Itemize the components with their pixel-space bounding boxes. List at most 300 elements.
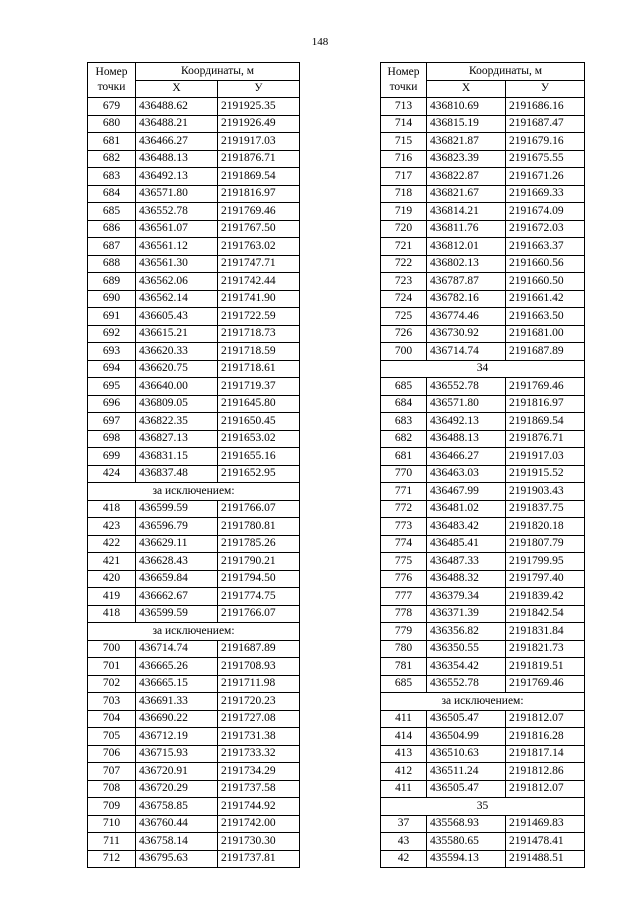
x-coordinate-cell: 436488.21 xyxy=(136,115,218,133)
x-coordinate-cell: 436628.43 xyxy=(136,553,218,571)
x-coordinate-cell: 436356.82 xyxy=(427,623,506,641)
point-number-cell: 777 xyxy=(381,588,427,606)
point-number-cell: 774 xyxy=(381,535,427,553)
point-number-cell: 712 xyxy=(88,850,136,868)
y-coordinate-cell: 2191812.07 xyxy=(506,710,585,728)
y-header: У xyxy=(218,80,300,98)
table-row xyxy=(381,728,585,746)
point-number-cell: 778 xyxy=(381,605,427,623)
point-number-header-line2: точки xyxy=(97,81,126,93)
point-number-cell: 715 xyxy=(381,133,427,151)
x-coordinate-cell: 435580.65 xyxy=(427,833,506,851)
x-coordinate-cell: 436467.99 xyxy=(427,483,506,501)
x-coordinate-cell: 436730.92 xyxy=(427,325,506,343)
y-header: У xyxy=(506,80,585,98)
y-coordinate-cell: 2191799.95 xyxy=(506,553,585,571)
y-coordinate-cell: 2191686.16 xyxy=(506,98,585,116)
y-coordinate-cell: 2191816.97 xyxy=(218,185,300,203)
table-row xyxy=(381,483,585,501)
x-coordinate-cell: 436837.48 xyxy=(136,465,218,483)
table-row xyxy=(381,465,585,483)
point-number-cell: 700 xyxy=(381,343,427,361)
y-coordinate-cell: 2191660.56 xyxy=(506,255,585,273)
x-coordinate-cell: 436714.74 xyxy=(427,343,506,361)
y-coordinate-cell: 2191819.51 xyxy=(506,658,585,676)
x-coordinate-cell: 436492.13 xyxy=(427,413,506,431)
x-coordinate-cell: 436552.78 xyxy=(136,203,218,221)
y-coordinate-cell: 2191737.58 xyxy=(218,780,300,798)
y-coordinate-cell: 2191876.71 xyxy=(506,430,585,448)
table-row xyxy=(381,290,585,308)
section-row xyxy=(381,360,585,378)
table-row xyxy=(88,833,300,851)
point-number-cell: 418 xyxy=(88,500,136,518)
point-number-cell: 695 xyxy=(88,378,136,396)
x-coordinate-cell: 436463.03 xyxy=(427,465,506,483)
table-row xyxy=(381,553,585,571)
section-row xyxy=(381,693,585,711)
y-coordinate-cell: 2191780.81 xyxy=(218,518,300,536)
table-row xyxy=(381,413,585,431)
point-number-cell: 721 xyxy=(381,238,427,256)
point-number-cell: 707 xyxy=(88,763,136,781)
point-number-cell: 703 xyxy=(88,693,136,711)
y-coordinate-cell: 2191655.16 xyxy=(218,448,300,466)
point-number-cell: 699 xyxy=(88,448,136,466)
table-row xyxy=(88,448,300,466)
y-coordinate-cell: 2191727.08 xyxy=(218,710,300,728)
section-label: за исключением: xyxy=(88,483,300,501)
table-row xyxy=(88,588,300,606)
y-coordinate-cell: 2191645.80 xyxy=(218,395,300,413)
y-coordinate-cell: 2191669.33 xyxy=(506,185,585,203)
point-number-cell: 773 xyxy=(381,518,427,536)
section-row xyxy=(381,798,585,816)
point-number-cell: 702 xyxy=(88,675,136,693)
point-number-cell: 718 xyxy=(381,185,427,203)
point-number-cell: 716 xyxy=(381,150,427,168)
y-coordinate-cell: 2191660.50 xyxy=(506,273,585,291)
x-coordinate-cell: 436488.32 xyxy=(427,570,506,588)
y-coordinate-cell: 2191720.23 xyxy=(218,693,300,711)
section-row xyxy=(88,483,300,501)
x-coordinate-cell: 436831.15 xyxy=(136,448,218,466)
point-number-cell: 681 xyxy=(381,448,427,466)
point-number-cell: 713 xyxy=(381,98,427,116)
table-row xyxy=(88,203,300,221)
point-number-cell: 690 xyxy=(88,290,136,308)
section-label: за исключением: xyxy=(381,693,585,711)
x-coordinate-cell: 436715.93 xyxy=(136,745,218,763)
table-row xyxy=(88,658,300,676)
section-label: 35 xyxy=(381,798,585,816)
point-number-cell: 696 xyxy=(88,395,136,413)
x-coordinate-cell: 436795.63 xyxy=(136,850,218,868)
table-row xyxy=(381,763,585,781)
y-coordinate-cell: 2191650.45 xyxy=(218,413,300,431)
table-row xyxy=(88,220,300,238)
table-row xyxy=(88,290,300,308)
table-row xyxy=(88,273,300,291)
y-coordinate-cell: 2191869.54 xyxy=(506,413,585,431)
point-number-cell: 420 xyxy=(88,570,136,588)
point-number-cell: 776 xyxy=(381,570,427,588)
table-row xyxy=(88,605,300,623)
x-coordinate-cell: 436812.01 xyxy=(427,238,506,256)
table-row xyxy=(381,150,585,168)
table-row xyxy=(88,185,300,203)
y-coordinate-cell: 2191869.54 xyxy=(218,168,300,186)
point-number-cell: 421 xyxy=(88,553,136,571)
point-number-cell: 719 xyxy=(381,203,427,221)
y-coordinate-cell: 2191917.03 xyxy=(218,133,300,151)
table-row xyxy=(88,465,300,483)
x-coordinate-cell: 436714.74 xyxy=(136,640,218,658)
y-coordinate-cell: 2191839.42 xyxy=(506,588,585,606)
x-coordinate-cell: 436822.87 xyxy=(427,168,506,186)
y-coordinate-cell: 2191687.89 xyxy=(506,343,585,361)
x-coordinate-cell: 436562.14 xyxy=(136,290,218,308)
x-coordinate-cell: 436504.99 xyxy=(427,728,506,746)
x-coordinate-cell: 436758.85 xyxy=(136,798,218,816)
x-coordinate-cell: 436691.33 xyxy=(136,693,218,711)
table-row xyxy=(88,763,300,781)
point-number-cell: 685 xyxy=(381,378,427,396)
table-row xyxy=(88,745,300,763)
y-coordinate-cell: 2191679.16 xyxy=(506,133,585,151)
point-number-cell: 686 xyxy=(88,220,136,238)
y-coordinate-cell: 2191652.95 xyxy=(218,465,300,483)
x-coordinate-cell: 436821.87 xyxy=(427,133,506,151)
y-coordinate-cell: 2191763.02 xyxy=(218,238,300,256)
y-coordinate-cell: 2191734.29 xyxy=(218,763,300,781)
table-row xyxy=(381,623,585,641)
point-number-header xyxy=(88,63,136,98)
x-coordinate-cell: 436690.22 xyxy=(136,710,218,728)
point-number-cell: 679 xyxy=(88,98,136,116)
point-number-header-line1: Номер xyxy=(387,65,420,78)
x-coordinate-cell: 435568.93 xyxy=(427,815,506,833)
table-row xyxy=(88,115,300,133)
y-coordinate-cell: 2191469.83 xyxy=(506,815,585,833)
point-number-cell: 681 xyxy=(88,133,136,151)
point-number-cell: 682 xyxy=(381,430,427,448)
point-number-header-line1: Номер xyxy=(95,65,128,78)
y-coordinate-cell: 2191675.55 xyxy=(506,150,585,168)
coordinates-table-right xyxy=(380,62,585,868)
point-number-cell: 711 xyxy=(88,833,136,851)
x-coordinate-cell: 436350.55 xyxy=(427,640,506,658)
point-number-cell: 418 xyxy=(88,605,136,623)
y-coordinate-cell: 2191925.35 xyxy=(218,98,300,116)
table-row xyxy=(88,500,300,518)
point-number-header-line2: точки xyxy=(389,81,418,93)
table-row xyxy=(381,780,585,798)
x-coordinate-cell: 436561.12 xyxy=(136,238,218,256)
y-coordinate-cell: 2191744.92 xyxy=(218,798,300,816)
point-number-cell: 775 xyxy=(381,553,427,571)
table-row xyxy=(381,448,585,466)
x-coordinate-cell: 436552.78 xyxy=(427,378,506,396)
x-coordinate-cell: 436815.19 xyxy=(427,115,506,133)
y-coordinate-cell: 2191478.41 xyxy=(506,833,585,851)
y-coordinate-cell: 2191672.03 xyxy=(506,220,585,238)
point-number-cell: 726 xyxy=(381,325,427,343)
x-coordinate-cell: 436811.76 xyxy=(427,220,506,238)
point-number-cell: 723 xyxy=(381,273,427,291)
x-coordinate-cell: 436620.33 xyxy=(136,343,218,361)
y-coordinate-cell: 2191653.02 xyxy=(218,430,300,448)
x-coordinate-cell: 436665.26 xyxy=(136,658,218,676)
point-number-cell: 694 xyxy=(88,360,136,378)
y-coordinate-cell: 2191731.38 xyxy=(218,728,300,746)
table-row xyxy=(88,360,300,378)
section-label: 34 xyxy=(381,360,585,378)
x-coordinate-cell: 436758.14 xyxy=(136,833,218,851)
x-coordinate-cell: 436662.67 xyxy=(136,588,218,606)
table-row xyxy=(88,798,300,816)
x-coordinate-cell: 436823.39 xyxy=(427,150,506,168)
x-coordinate-cell: 436599.59 xyxy=(136,500,218,518)
table-row xyxy=(381,115,585,133)
x-coordinate-cell: 436787.87 xyxy=(427,273,506,291)
page-number: 148 xyxy=(311,36,329,48)
x-header: Х xyxy=(427,80,506,98)
y-coordinate-cell: 2191816.28 xyxy=(506,728,585,746)
table-row xyxy=(88,693,300,711)
table-row xyxy=(88,325,300,343)
y-coordinate-cell: 2191719.37 xyxy=(218,378,300,396)
point-number-cell: 422 xyxy=(88,535,136,553)
point-number-cell: 697 xyxy=(88,413,136,431)
y-coordinate-cell: 2191785.26 xyxy=(218,535,300,553)
table-row xyxy=(381,710,585,728)
point-number-cell: 780 xyxy=(381,640,427,658)
table-row xyxy=(88,570,300,588)
point-number-cell: 714 xyxy=(381,115,427,133)
point-number-cell: 689 xyxy=(88,273,136,291)
table-row xyxy=(88,343,300,361)
x-coordinate-cell: 436810.69 xyxy=(427,98,506,116)
x-coordinate-cell: 436814.21 xyxy=(427,203,506,221)
x-coordinate-cell: 436466.27 xyxy=(427,448,506,466)
y-coordinate-cell: 2191820.18 xyxy=(506,518,585,536)
point-number-cell: 684 xyxy=(381,395,427,413)
x-coordinate-cell: 436712.19 xyxy=(136,728,218,746)
x-coordinate-cell: 436485.41 xyxy=(427,535,506,553)
x-coordinate-cell: 436774.46 xyxy=(427,308,506,326)
y-coordinate-cell: 2191794.50 xyxy=(218,570,300,588)
x-coordinate-cell: 436596.79 xyxy=(136,518,218,536)
table-row xyxy=(381,675,585,693)
y-coordinate-cell: 2191663.50 xyxy=(506,308,585,326)
y-coordinate-cell: 2191718.59 xyxy=(218,343,300,361)
table-row xyxy=(88,518,300,536)
point-number-cell: 693 xyxy=(88,343,136,361)
table-row xyxy=(381,570,585,588)
y-coordinate-cell: 2191903.43 xyxy=(506,483,585,501)
point-number-cell: 688 xyxy=(88,255,136,273)
table-row xyxy=(88,728,300,746)
point-number-cell: 724 xyxy=(381,290,427,308)
y-coordinate-cell: 2191742.00 xyxy=(218,815,300,833)
table-header-row xyxy=(381,63,585,81)
table-row xyxy=(381,588,585,606)
table-row xyxy=(381,238,585,256)
x-coordinate-cell: 436571.80 xyxy=(427,395,506,413)
point-number-cell: 685 xyxy=(88,203,136,221)
table-row xyxy=(381,220,585,238)
table-header-row xyxy=(88,63,300,81)
y-coordinate-cell: 2191671.26 xyxy=(506,168,585,186)
point-number-cell: 683 xyxy=(88,168,136,186)
x-coordinate-cell: 436492.13 xyxy=(136,168,218,186)
table-row xyxy=(381,430,585,448)
point-number-cell: 685 xyxy=(381,675,427,693)
y-coordinate-cell: 2191718.73 xyxy=(218,325,300,343)
x-coordinate-cell: 436720.91 xyxy=(136,763,218,781)
x-coordinate-cell: 436511.24 xyxy=(427,763,506,781)
x-coordinate-cell: 435594.13 xyxy=(427,850,506,868)
y-coordinate-cell: 2191797.40 xyxy=(506,570,585,588)
table-row xyxy=(88,535,300,553)
table-row xyxy=(381,378,585,396)
point-number-cell: 691 xyxy=(88,308,136,326)
point-number-cell: 423 xyxy=(88,518,136,536)
x-coordinate-cell: 436827.13 xyxy=(136,430,218,448)
coordinates-table-left xyxy=(87,62,300,868)
x-coordinate-cell: 436561.07 xyxy=(136,220,218,238)
point-number-cell: 687 xyxy=(88,238,136,256)
y-coordinate-cell: 2191661.42 xyxy=(506,290,585,308)
x-coordinate-cell: 436665.15 xyxy=(136,675,218,693)
table-row xyxy=(88,378,300,396)
x-coordinate-cell: 436488.13 xyxy=(427,430,506,448)
table-row xyxy=(381,308,585,326)
y-coordinate-cell: 2191742.44 xyxy=(218,273,300,291)
table-row xyxy=(381,745,585,763)
y-coordinate-cell: 2191718.61 xyxy=(218,360,300,378)
point-number-cell: 680 xyxy=(88,115,136,133)
point-number-cell: 411 xyxy=(381,710,427,728)
point-number-cell: 692 xyxy=(88,325,136,343)
y-coordinate-cell: 2191722.59 xyxy=(218,308,300,326)
point-number-cell: 771 xyxy=(381,483,427,501)
point-number-cell: 720 xyxy=(381,220,427,238)
point-number-cell: 717 xyxy=(381,168,427,186)
x-coordinate-cell: 436571.80 xyxy=(136,185,218,203)
x-coordinate-cell: 436505.47 xyxy=(427,780,506,798)
point-number-cell: 779 xyxy=(381,623,427,641)
y-coordinate-cell: 2191737.81 xyxy=(218,850,300,868)
y-coordinate-cell: 2191915.52 xyxy=(506,465,585,483)
table-row xyxy=(88,255,300,273)
table-row xyxy=(88,553,300,571)
table-row xyxy=(88,395,300,413)
point-number-cell: 411 xyxy=(381,780,427,798)
x-coordinate-cell: 436466.27 xyxy=(136,133,218,151)
coordinates-header: Координаты, м xyxy=(136,63,300,81)
table-row xyxy=(88,850,300,868)
x-coordinate-cell: 436483.42 xyxy=(427,518,506,536)
y-coordinate-cell: 2191708.93 xyxy=(218,658,300,676)
point-number-cell: 708 xyxy=(88,780,136,798)
point-number-cell: 772 xyxy=(381,500,427,518)
point-number-cell: 414 xyxy=(381,728,427,746)
x-coordinate-cell: 436821.67 xyxy=(427,185,506,203)
y-coordinate-cell: 2191816.97 xyxy=(506,395,585,413)
y-coordinate-cell: 2191769.46 xyxy=(218,203,300,221)
y-coordinate-cell: 2191876.71 xyxy=(218,150,300,168)
section-row xyxy=(88,623,300,641)
table-row xyxy=(88,238,300,256)
x-coordinate-cell: 436802.13 xyxy=(427,255,506,273)
point-number-cell: 700 xyxy=(88,640,136,658)
table-row xyxy=(88,640,300,658)
point-number-cell: 412 xyxy=(381,763,427,781)
table-row xyxy=(381,640,585,658)
table-row xyxy=(381,343,585,361)
x-coordinate-cell: 436371.39 xyxy=(427,605,506,623)
point-number-cell: 37 xyxy=(381,815,427,833)
table-row xyxy=(88,168,300,186)
point-number-cell: 42 xyxy=(381,850,427,868)
point-number-cell: 722 xyxy=(381,255,427,273)
table-row xyxy=(88,133,300,151)
y-coordinate-cell: 2191817.14 xyxy=(506,745,585,763)
x-coordinate-cell: 436599.59 xyxy=(136,605,218,623)
x-coordinate-cell: 436379.34 xyxy=(427,588,506,606)
point-number-header xyxy=(381,63,427,98)
x-coordinate-cell: 436822.35 xyxy=(136,413,218,431)
y-coordinate-cell: 2191767.50 xyxy=(218,220,300,238)
point-number-cell: 419 xyxy=(88,588,136,606)
y-coordinate-cell: 2191747.71 xyxy=(218,255,300,273)
point-number-cell: 701 xyxy=(88,658,136,676)
x-coordinate-cell: 436720.29 xyxy=(136,780,218,798)
y-coordinate-cell: 2191842.54 xyxy=(506,605,585,623)
y-coordinate-cell: 2191769.46 xyxy=(506,675,585,693)
y-coordinate-cell: 2191687.89 xyxy=(218,640,300,658)
table-row xyxy=(381,518,585,536)
x-coordinate-cell: 436629.11 xyxy=(136,535,218,553)
x-coordinate-cell: 436562.06 xyxy=(136,273,218,291)
table-row xyxy=(88,675,300,693)
section-label: за исключением: xyxy=(88,623,300,641)
x-coordinate-cell: 436481.02 xyxy=(427,500,506,518)
table-row xyxy=(381,133,585,151)
point-number-cell: 682 xyxy=(88,150,136,168)
table-row xyxy=(381,325,585,343)
table-row xyxy=(381,255,585,273)
y-coordinate-cell: 2191926.49 xyxy=(218,115,300,133)
x-coordinate-cell: 436561.30 xyxy=(136,255,218,273)
table-body-left xyxy=(88,98,300,868)
x-coordinate-cell: 436505.47 xyxy=(427,710,506,728)
y-coordinate-cell: 2191741.90 xyxy=(218,290,300,308)
y-coordinate-cell: 2191766.07 xyxy=(218,605,300,623)
y-coordinate-cell: 2191812.07 xyxy=(506,780,585,798)
table-row xyxy=(381,658,585,676)
point-number-cell: 704 xyxy=(88,710,136,728)
table-row xyxy=(88,780,300,798)
table-row xyxy=(381,395,585,413)
point-number-cell: 725 xyxy=(381,308,427,326)
y-coordinate-cell: 2191807.79 xyxy=(506,535,585,553)
x-coordinate-cell: 436488.62 xyxy=(136,98,218,116)
table-row xyxy=(88,413,300,431)
x-coordinate-cell: 436620.75 xyxy=(136,360,218,378)
